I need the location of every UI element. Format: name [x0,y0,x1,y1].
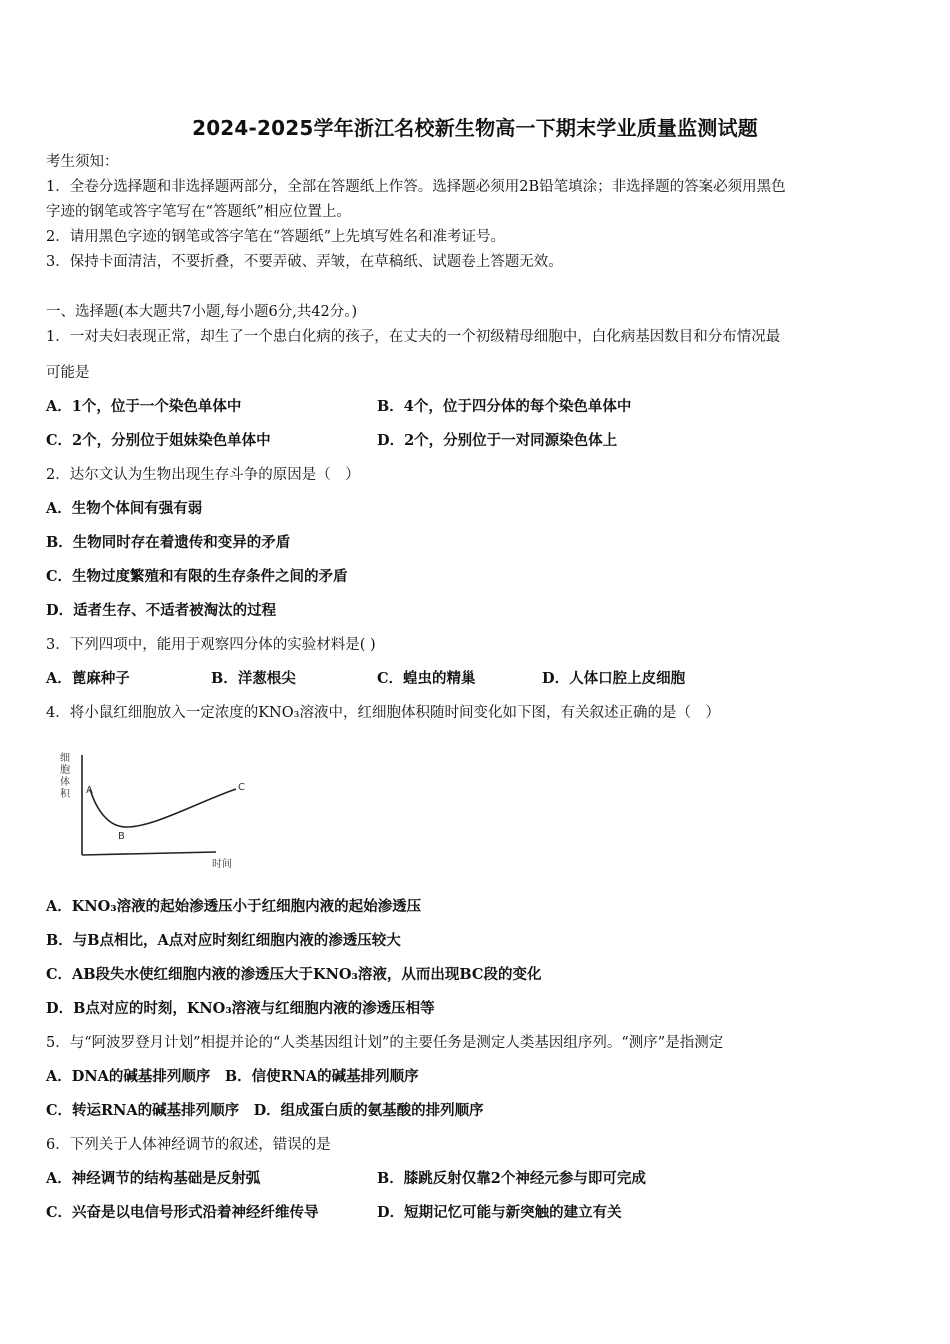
point-a-label: A [86,785,93,796]
q3-option-c: C．蝗虫的精巢 [377,670,476,687]
y-label-char-2: 胞 [60,765,70,776]
q3-option-d: D．人体口腔上皮细胞 [542,670,686,687]
q4-option-c: C．AB段失水使红细胞内液的渗透压大于KNO₃溶液，从而出现BC段的变化 [46,966,542,983]
q1-option-a: A．1个，位于一个染色单体中 [46,398,242,415]
section-heading: 一、选择题(本大题共7小题,每小题6分,共42分。) [46,304,358,320]
q2-option-a: A．生物个体间有强有弱 [46,500,203,517]
q4-option-a: A．KNO₃溶液的起始渗透压小于红细胞内液的起始渗透压 [46,898,422,915]
q6-option-d: D．短期记忆可能与新突触的建立有关 [377,1204,622,1221]
q6-option-c: C．兴奋是以电信号形式沿着神经纤维传导 [46,1204,319,1221]
notice-item-2: 2．请用黑色字迹的钢笔或答字笔在“答题纸”上先填写姓名和准考证号。 [46,229,506,245]
q2-stem: 2．达尔文认为生物出现生存斗争的原因是（ ） [46,467,360,483]
cell-volume-graph [56,745,246,875]
notice-item-3: 3．保持卡面清洁，不要折叠，不要弄破、弄皱，在草稿纸、试题卷上答题无效。 [46,254,563,270]
volume-curve [90,789,236,827]
q3-option-b: B．洋葱根尖 [211,670,296,687]
point-b-label: B [118,831,125,842]
y-label-char-4: 积 [60,789,70,800]
q2-option-c: C．生物过度繁殖和有限的生存条件之间的矛盾 [46,568,348,585]
point-c-label: C [238,782,245,793]
q4-stem: 4．将小鼠红细胞放入一定浓度的KNO₃溶液中，红细胞体积随时间变化如下图，有关叙述正确的是（ ） [46,705,720,721]
x-axis [82,852,216,855]
q1-stem-line2: 可能是 [46,365,90,381]
q1-option-b: B．4个，位于四分体的每个染色单体中 [377,398,632,415]
q1-option-d: D．2个，分别位于一对同源染色体上 [377,432,618,449]
q6-option-a: A．神经调节的结构基础是反射弧 [46,1170,261,1187]
notice-item-1-cont: 字迹的钢笔或答字笔写在“答题纸”相应位置上。 [46,204,351,220]
q1-option-c: C．2个，分别位于姐妹染色单体中 [46,432,271,449]
q4-option-b: B．与B点相比，A点对应时刻红细胞内液的渗透压较大 [46,932,401,949]
q5-options-ab: A．DNA的碱基排列顺序 B．信使RNA的碱基排列顺序 [46,1068,419,1085]
notice-heading: 考生须知： [46,154,119,170]
q2-option-d: D．适者生存、不适者被淘汰的过程 [46,602,277,619]
y-label-char-1: 细 [60,753,70,764]
q5-stem: 5．与“阿波罗登月计划”相提并论的“人类基因组计划”的主要任务是测定人类基因组序列。“测序”是指测定 [46,1035,724,1051]
page-title: 2024-2025学年浙江名校新生物高一下期末学业质量监测试题 [192,116,758,140]
q6-option-b: B．膝跳反射仅靠2个神经元参与即可完成 [377,1170,646,1187]
y-label-char-3: 体 [60,777,70,788]
q5-options-cd: C．转运RNA的碱基排列顺序 D．组成蛋白质的氨基酸的排列顺序 [46,1102,484,1119]
x-label: 时间 [212,859,232,870]
q3-option-a: A．蓖麻种子 [46,670,130,687]
q2-option-b: B．生物同时存在着遗传和变异的矛盾 [46,534,291,551]
q6-stem: 6．下列关于人体神经调节的叙述，错误的是 [46,1137,331,1153]
q4-option-d: D．B点对应的时刻，KNO₃溶液与红细胞内液的渗透压相等 [46,1000,435,1017]
notice-item-1: 1．全卷分选择题和非选择题两部分，全部在答题纸上作答。选择题必须用2B铅笔填涂；非选择题的答案必须用黑色 [46,179,786,195]
q3-stem: 3．下列四项中，能用于观察四分体的实验材料是( ) [46,637,376,653]
q1-stem-line1: 1．一对夫妇表现正常，却生了一个患白化病的孩子，在丈夫的一个初级精母细胞中，白化病基因数目和分布情况最 [46,329,781,345]
